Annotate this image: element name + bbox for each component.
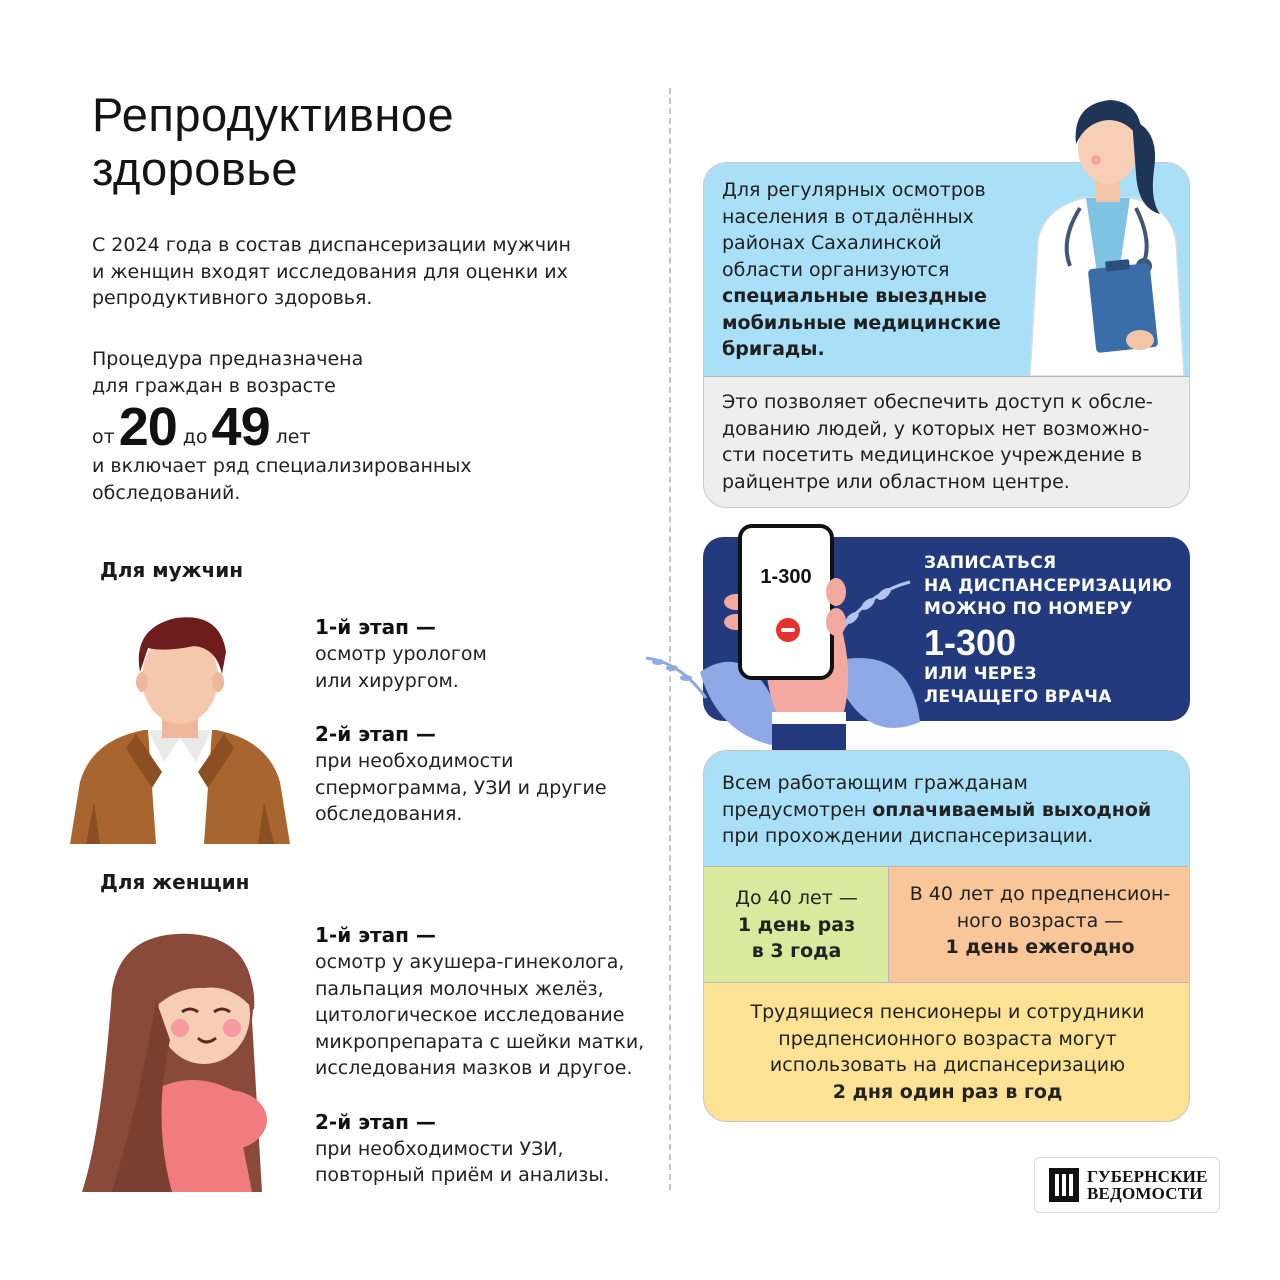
phone-screen-number: 1-300 bbox=[760, 566, 812, 588]
intro-text: С 2024 года в состав диспансеризации мужчин и женщин входят исследования для оценки их репродуктивного здоровья. bbox=[92, 234, 571, 309]
signup-alt-text: ИЛИ ЧЕРЕЗ ЛЕЧАЩЕГО ВРАЧА bbox=[924, 664, 1112, 707]
paid-day-off-text: Всем работающим гражданам предусмотрен оплачиваемый выходной при прохождении диспансеризации. bbox=[722, 772, 1152, 847]
logo-emblem-icon bbox=[1049, 1168, 1079, 1202]
man-illustration bbox=[66, 612, 294, 844]
signup-text: ЗАПИСАТЬСЯ НА ДИСПАНСЕРИЗАЦИЮ МОЖНО ПО НОМЕРУ bbox=[924, 553, 1173, 619]
age-from: 20 bbox=[118, 397, 177, 457]
paid-day-off-card bbox=[703, 750, 1190, 1122]
women-stages: 1-й этап — осмотр у акушера-гинеколога, пальпация молочных желёз, цитологическое исследование микропрепарата с шейки матки, исследования мазков и другое. 2-й этап — при необходимости УЗИ, повторный приём и анализы. bbox=[315, 923, 645, 1186]
procedure-text: Процедура предназначена для граждан в возрасте bbox=[92, 348, 364, 397]
pensioners-text: Трудящиеся пенсионеры и сотрудники предпенсионного возраста могут использовать на диспансеризацию 2 дня один раз в год bbox=[750, 1001, 1145, 1103]
women-heading: Для женщин bbox=[100, 870, 250, 894]
publisher-logo: ГУБЕРНСКИЕ ВЕДОМОСТИ bbox=[1034, 1157, 1220, 1213]
age-range: от 20 до 49 лет bbox=[92, 397, 311, 457]
men-heading: Для мужчин bbox=[100, 558, 244, 582]
page-title: Репродуктивное здоровье bbox=[92, 88, 455, 195]
procedure-rest-text: и включает ряд специализированных обследований. bbox=[92, 455, 472, 504]
mobile-teams-explanation: Это позволяет обеспечить доступ к обсле- дованию людей, у которых нет возможно- сти посетить медицинское учреждение в райцентре или областном центре. bbox=[722, 391, 1153, 493]
woman-illustration bbox=[82, 930, 294, 1192]
age-to: 49 bbox=[211, 397, 270, 457]
phone-hand-illustration bbox=[640, 522, 920, 754]
over-40-text: В 40 лет до предпенсион- ного возраста — 1 день ежегодно bbox=[909, 883, 1171, 958]
men-stages: 1-й этап — осмотр урологом или хирургом. 2-й этап — при необходимости спермограмма, УЗИ и другие обследования. bbox=[315, 615, 607, 825]
under-40-text: До 40 лет — 1 день раз в 3 года bbox=[735, 887, 858, 962]
mobile-teams-text: Для регулярных осмотров населения в отдалённых районах Сахалинской области организуются специальные выездные мобильные медицинские бригады. bbox=[722, 179, 1001, 360]
signup-phone-number[interactable]: 1-300 bbox=[924, 622, 1017, 663]
doctor-illustration bbox=[1020, 90, 1190, 376]
